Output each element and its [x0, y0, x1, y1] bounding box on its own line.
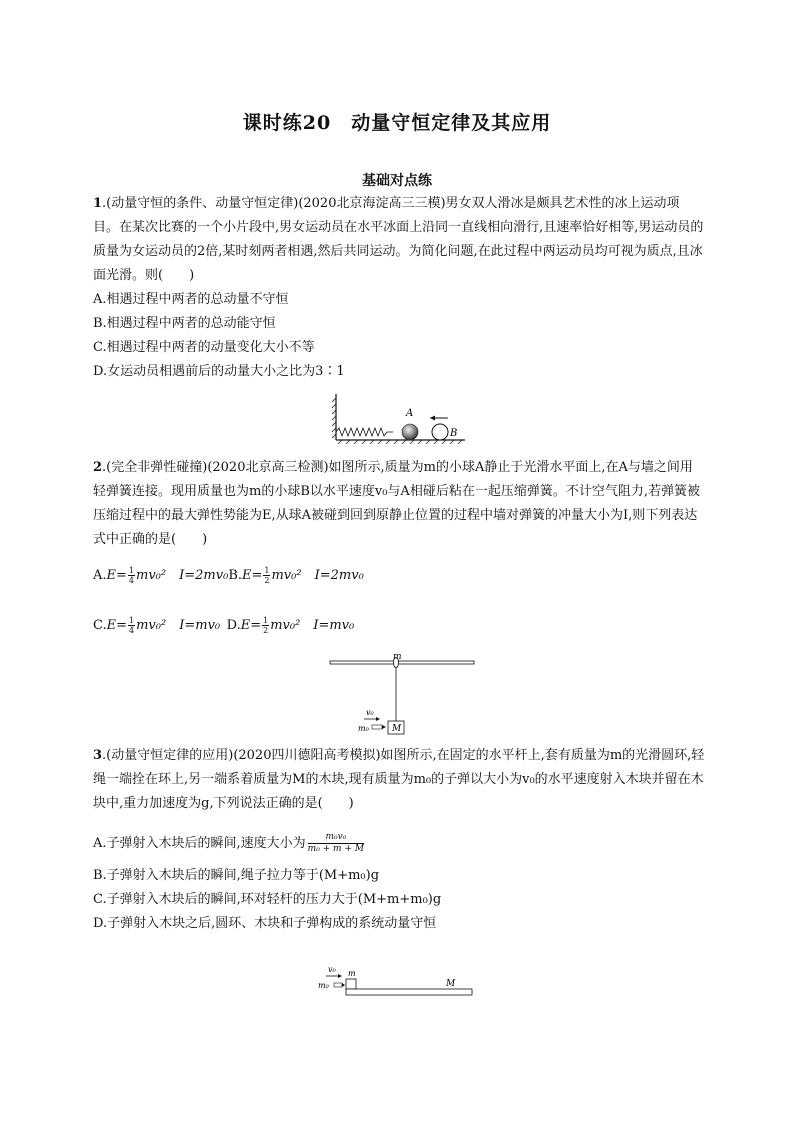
impulse-term: I=mv₀ — [179, 618, 221, 633]
bullet-icon — [372, 725, 382, 729]
question-2 — [93, 456, 705, 552]
label-m0: m₀ — [318, 981, 329, 990]
bullet-board-figure — [318, 962, 478, 1002]
option-b-label: B. — [228, 568, 242, 583]
rod-ring-block-figure — [330, 653, 476, 739]
option-d-label: D. — [226, 618, 241, 633]
fraction: $\frac{\text{m₀v₀}}{\text{m₀ + m + M}}$ — [307, 832, 365, 854]
label-b: B — [450, 428, 458, 439]
ball-a-icon — [402, 424, 418, 440]
energy-symbol: E= — [106, 568, 127, 583]
q3-option-b: B.子弹射入木块后的瞬间,绳子拉力等于(M+m₀)g — [93, 868, 380, 883]
q3-option-c: C.子弹射入木块后的瞬间,环对轻杆的压力大于(M+m+m₀)g — [93, 892, 442, 907]
q1-option-a: A.相遇过程中两者的总动量不守恒 — [93, 292, 289, 307]
label-m0: m₀ — [358, 724, 369, 733]
bullet-icon — [334, 983, 342, 987]
q2-options-cd: C.E= $\frac{1}{4}$ mv₀² I=mv₀ D.E= $\frac{1}{2}$ mv₀² I=mv₀ — [93, 616, 355, 635]
q1-option-d: D.女运动员相遇前后的动量大小之比为3∶1 — [93, 364, 345, 379]
ball-b-icon — [432, 424, 448, 440]
horizontal-rod — [330, 661, 474, 664]
label-v0: v₀ — [366, 708, 374, 717]
board-icon — [346, 989, 472, 995]
question-1 — [93, 192, 705, 288]
fraction: $\frac{1}{4}$ — [128, 566, 135, 585]
option-c-label: C. — [93, 618, 107, 633]
option-a-label: A. — [93, 568, 107, 583]
block-m-icon — [346, 979, 356, 989]
section-title: 基础对点练 — [362, 173, 432, 189]
question-number: 1 — [93, 196, 103, 211]
question-text: .(动量守恒的条件、动量守恒定律)(2020北京海淀高三三模)男女双人滑冰是颇具艺术性的冰上运动项目。在某次比赛的一个小片段中,男女运动员在水平冰面上沿同一直线相向滑行,且速率恰好相等,男运动员的质量为女运动员的2倍,某时刻两者相遇,然后共同运动。为简化问题,在此过程中两运动员均可视为质点,且冰面光滑。则( ) — [93, 196, 704, 283]
spring-ball-figure — [330, 392, 470, 444]
question-text: .(动量守恒定律的应用)(2020四川德阳高考模拟)如图所示,在固定的水平杆上,套有质量为m的光滑圆环,轻绳一端拴在环上,另一端系着质量为M的木块,现有质量为m₀的子弹以大小为v₀的水平速度射入木块并留在木块中,重力加速度为g,下列说法正确的是( ) — [93, 748, 705, 811]
spring-icon — [336, 428, 393, 436]
fraction: $\frac{1}{4}$ — [129, 616, 135, 635]
label-m: m — [348, 969, 356, 978]
label-M: M — [446, 979, 456, 989]
option-a-text: A.子弹射入木块后的瞬间,速度大小为 — [93, 836, 306, 851]
fraction: $\frac{1}{2}$ — [263, 616, 269, 635]
impulse-term: I=2mv₀ — [314, 568, 364, 583]
momentum-term: mv₀² — [136, 568, 167, 583]
label-a: A — [406, 408, 414, 419]
impulse-term: I=2mv₀ — [179, 568, 229, 583]
q1-option-c: C.相遇过程中两者的动量变化大小不等 — [93, 340, 315, 355]
question-3 — [93, 744, 705, 816]
q3-option-a — [93, 832, 366, 855]
question-number: 2 — [93, 460, 103, 475]
impulse-term: I=mv₀ — [313, 618, 355, 633]
question-number: 3 — [93, 748, 103, 763]
question-text: .(完全非弹性碰撞)(2020北京高三检测)如图所示,质量为m的小球A静止于光滑水平面上,在A与墙之间用轻弹簧连接。现用质量也为m的小球B以水平速度v₀与A相碰后粘在一起压缩弹簧。不计空气阻力,若弹簧被压缩过程中的最大弹性势能为E,从球A被碰到回到原静止位置的过程中墙对弹簧的冲量大小为I,则下列表达式中正确的是( ) — [93, 460, 700, 547]
label-m: m — [393, 652, 402, 662]
q1-option-b: B.相遇过程中两者的总动能守恒 — [93, 316, 276, 331]
fraction: $\frac{1}{2}$ — [264, 566, 270, 585]
label-v0: v₀ — [328, 965, 336, 974]
label-M: M — [392, 724, 402, 734]
q2-options-ab: A.E= $\frac{1}{4}$ mv₀² I=2mv₀B.E= $\frac{1}{2}$ mv₀² I=2mv₀ — [93, 566, 364, 585]
page-title: 课时练20 动量守恒定律及其应用 — [242, 112, 552, 134]
q3-option-d: D.子弹射入木块之后,圆环、木块和子弹构成的系统动量守恒 — [93, 916, 437, 931]
